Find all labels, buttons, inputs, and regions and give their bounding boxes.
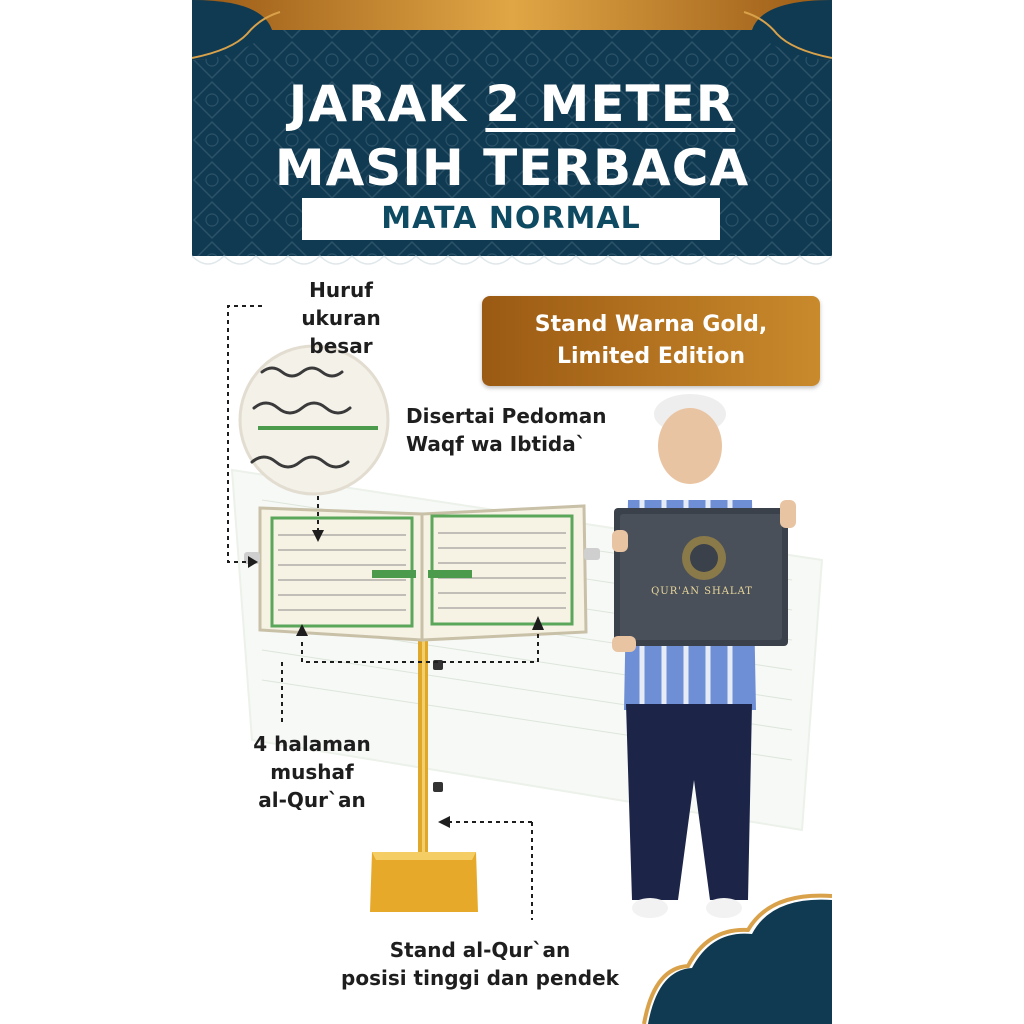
callout-four-pages xyxy=(232,730,392,814)
headline-still-readable: MASIH TERBACA xyxy=(274,139,750,197)
callout-large-letters xyxy=(266,276,416,360)
badge-line-1: Stand Warna Gold, xyxy=(534,312,768,337)
callout-waqf-guide-line1: Disertai Pedoman xyxy=(406,404,607,428)
callout-waqf-guide-line2: Waqf wa Ibtida` xyxy=(406,432,586,456)
quran-box-label: QUR'AN SHALAT xyxy=(651,586,753,597)
callout-stand-height-line2: posisi tinggi dan pendek xyxy=(341,966,619,990)
callout-four-pages-line3: al-Qur`an xyxy=(258,788,366,812)
headline-word: JARAK xyxy=(288,75,467,133)
callout-four-pages-line1: 4 halaman xyxy=(253,732,371,756)
subtitle-normal-eyes: MATA NORMAL xyxy=(302,198,720,240)
open-mushaf-on-stand xyxy=(244,506,600,640)
badge-line-2: Limited Edition xyxy=(556,344,745,369)
callout-stand-height xyxy=(308,936,652,992)
callout-four-pages-line2: mushaf xyxy=(270,760,354,784)
headline-distance-value: 2 METER xyxy=(485,75,736,133)
magnified-text-circle xyxy=(240,346,388,494)
callout-large-letters-line1: Huruf ukuran xyxy=(301,278,381,330)
limited-edition-badge xyxy=(482,296,820,386)
product-poster xyxy=(192,0,832,1024)
callout-large-letters-line2: besar xyxy=(309,334,373,358)
product-illustration xyxy=(192,0,832,1024)
callout-waqf-guide xyxy=(406,402,607,458)
corner-arch-ornament xyxy=(644,896,832,1024)
callout-stand-height-line1: Stand al-Qur`an xyxy=(389,938,571,962)
